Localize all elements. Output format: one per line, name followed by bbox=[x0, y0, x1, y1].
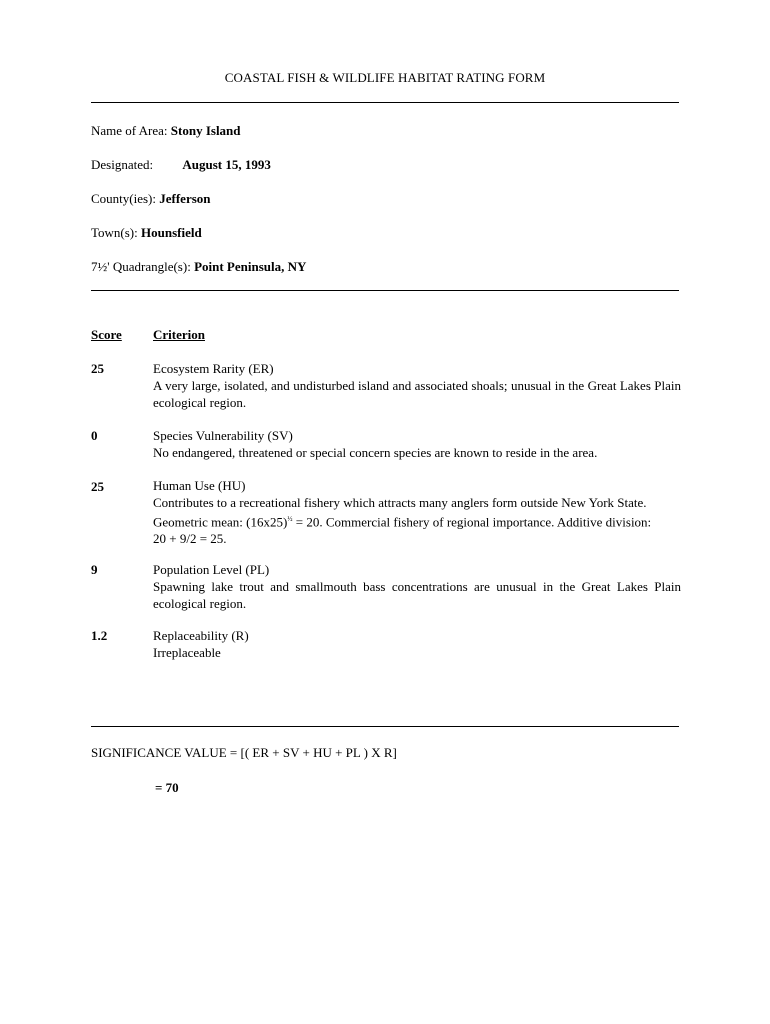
divider-top bbox=[91, 102, 679, 103]
field-town bbox=[91, 225, 202, 241]
criterion-hu bbox=[153, 477, 681, 547]
criterion-hu-name: Human Use (HU) bbox=[153, 478, 246, 493]
field-designated-label: Designated: bbox=[91, 157, 154, 172]
field-county-label: County(ies): bbox=[91, 191, 156, 206]
criterion-sv bbox=[153, 427, 681, 461]
criterion-header: Criterion bbox=[153, 327, 205, 342]
field-quadrangle-value: Point Peninsula, NY bbox=[194, 259, 307, 274]
criterion-hu-desc-line3: 20 + 9/2 = 25. bbox=[153, 531, 227, 547]
field-quadrangle-label: 7½' Quadrangle(s): bbox=[91, 259, 191, 274]
divider-fields bbox=[91, 290, 679, 291]
score-sv: 0 bbox=[91, 428, 98, 443]
criterion-er bbox=[153, 360, 681, 411]
criterion-er-name: Ecosystem Rarity (ER) bbox=[153, 361, 274, 376]
criterion-hu-desc-line2a: Geometric mean: (16x25) bbox=[153, 514, 288, 530]
field-town-label: Town(s): bbox=[91, 225, 138, 240]
criterion-er-desc: A very large, isolated, and undisturbed island and associated shoals; unusual in the Great Lakes Plain ecological region. bbox=[153, 378, 681, 410]
criterion-pl-name: Population Level (PL) bbox=[153, 562, 270, 577]
score-pl: 9 bbox=[91, 562, 98, 577]
score-hu: 25 bbox=[91, 479, 104, 494]
divider-bottom bbox=[91, 726, 679, 727]
field-town-value: Hounsfield bbox=[141, 225, 202, 240]
criterion-r-desc: Irreplaceable bbox=[153, 645, 221, 660]
field-county-value: Jefferson bbox=[159, 191, 211, 206]
score-r: 1.2 bbox=[91, 628, 108, 643]
field-area-label: Name of Area: bbox=[91, 123, 168, 138]
criterion-pl-desc: Spawning lake trout and smallmouth bass concentrations are unusual in the Great Lakes Plain ecological region. bbox=[153, 579, 681, 611]
significance-formula: SIGNIFICANCE VALUE = [( ER + SV + HU + PL ) X R] bbox=[91, 745, 397, 760]
field-area-value: Stony Island bbox=[170, 123, 241, 138]
criterion-pl bbox=[153, 561, 681, 612]
form-title: COASTAL FISH & WILDLIFE HABITAT RATING FORM bbox=[224, 70, 546, 85]
field-designated bbox=[91, 157, 271, 173]
criterion-hu-desc-line1: Contributes to a recreational fishery which attracts many anglers form outside New York State. bbox=[153, 495, 647, 510]
criterion-r bbox=[153, 627, 681, 661]
criterion-sv-desc: No endangered, threatened or special concern species are known to reside in the area. bbox=[153, 445, 598, 460]
criterion-hu-desc-line2b: = 20. Commercial fishery of regional importance. Additive division: bbox=[292, 514, 652, 530]
field-designated-value: August 15, 1993 bbox=[182, 157, 271, 172]
significance-result: = 70 bbox=[155, 780, 179, 795]
criterion-r-name: Replaceability (R) bbox=[153, 628, 249, 643]
field-area bbox=[91, 123, 241, 139]
field-quadrangle bbox=[91, 259, 306, 275]
criterion-sv-name: Species Vulnerability (SV) bbox=[153, 428, 293, 443]
criterion-hu-desc-sup: ½ bbox=[287, 515, 293, 523]
criterion-hu-desc-line2 bbox=[153, 511, 681, 530]
score-header: Score bbox=[91, 327, 122, 342]
score-er: 25 bbox=[91, 361, 104, 376]
field-county bbox=[91, 191, 211, 207]
